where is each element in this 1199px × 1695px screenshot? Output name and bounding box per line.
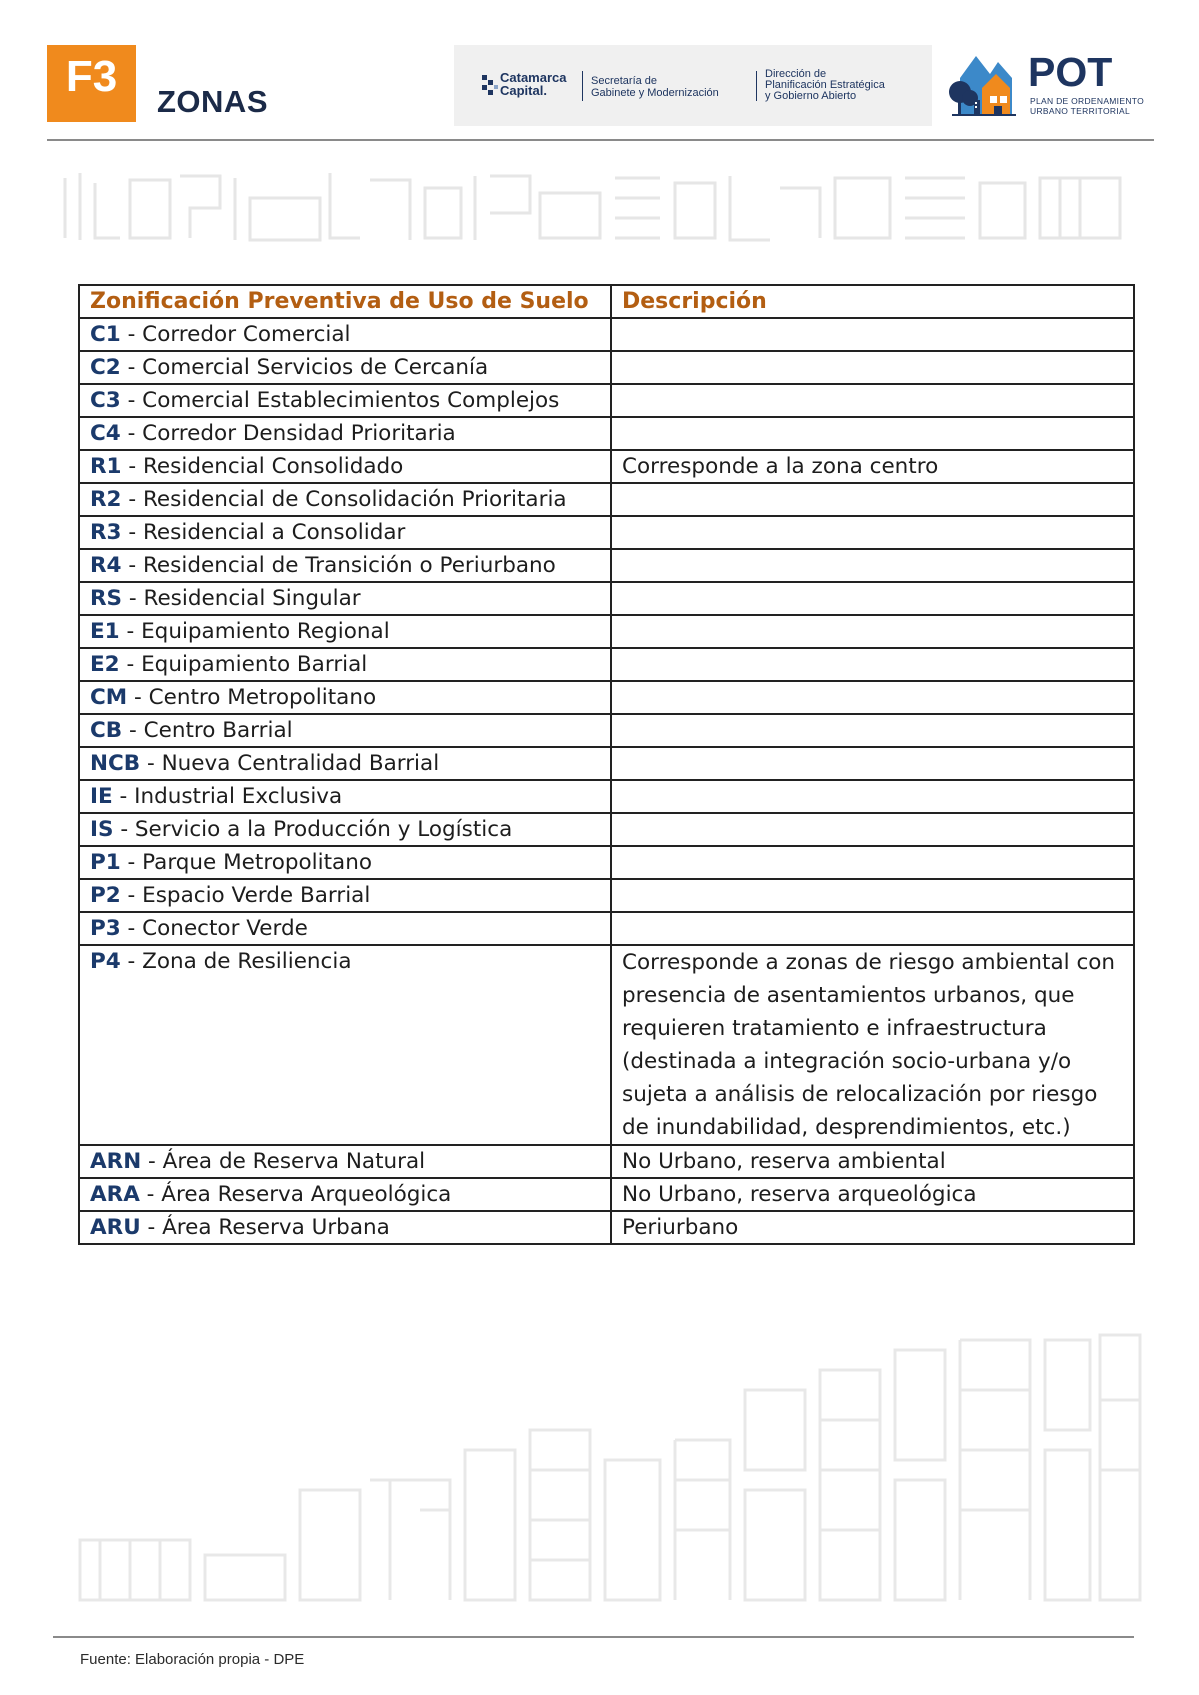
zone-cell <box>79 714 611 747</box>
zone-cell <box>79 450 611 483</box>
zone-code: P2 <box>90 883 121 908</box>
description-cell: No Urbano, reserva ambiental <box>611 1145 1134 1178</box>
table-row <box>79 483 1134 516</box>
zone-cell <box>79 945 611 1145</box>
description-cell <box>611 384 1134 417</box>
zone-cell <box>79 318 611 351</box>
zone-code: CM <box>90 685 128 710</box>
description-cell <box>611 318 1134 351</box>
zone-name: - Comercial Establecimientos Complejos <box>120 388 560 413</box>
zone-code: P1 <box>90 850 121 875</box>
table-row <box>79 648 1134 681</box>
table-row <box>79 879 1134 912</box>
table-row <box>79 450 1134 483</box>
zone-cell <box>79 582 611 615</box>
direccion-line-3: y Gobierno Abierto <box>765 90 857 102</box>
zone-name: - Zona de Resiliencia <box>120 949 352 974</box>
description-cell: Corresponde a zonas de riesgo ambiental con presencia de asentamientos urbanos, que requieren tratamiento e infraestructura (destinada a integración socio-urbana y/o sujeta a análisis de relocalización por riesgo de inundabilidad, desprendimientos, etc.) <box>611 945 1134 1145</box>
page-title: ZONAS <box>157 84 268 119</box>
table-row <box>79 549 1134 582</box>
zone-cell <box>79 384 611 417</box>
zone-code: ARA <box>90 1182 140 1207</box>
description-cell <box>611 351 1134 384</box>
description-cell <box>611 648 1134 681</box>
description-cell <box>611 516 1134 549</box>
zone-cell <box>79 1145 611 1178</box>
table-row <box>79 417 1134 450</box>
secretaria-line-2: Gabinete y Modernización <box>591 87 719 99</box>
direccion-line-1: Dirección de <box>765 68 827 80</box>
bottom-map-watermark <box>70 1330 1150 1610</box>
zone-name: - Residencial Singular <box>122 586 361 611</box>
description-cell <box>611 582 1134 615</box>
zone-name: - Corredor Densidad Prioritaria <box>120 421 456 446</box>
zone-name: - Espacio Verde Barrial <box>120 883 371 908</box>
description-cell <box>611 483 1134 516</box>
description-cell <box>611 747 1134 780</box>
description-cell <box>611 549 1134 582</box>
secretaria-label <box>591 75 719 99</box>
government-logo-banner <box>454 45 932 126</box>
zone-code: IE <box>90 784 113 809</box>
zone-code: NCB <box>90 751 141 776</box>
zone-name: - Nueva Centralidad Barrial <box>140 751 440 776</box>
zone-code: C4 <box>90 421 121 446</box>
zone-cell <box>79 912 611 945</box>
table-row <box>79 615 1134 648</box>
zone-code: C3 <box>90 388 121 413</box>
catamarca-capital-logo <box>500 71 567 97</box>
zone-cell <box>79 813 611 846</box>
pot-logo <box>946 48 1156 124</box>
zone-name: - Residencial a Consolidar <box>121 520 406 545</box>
zone-name: - Residencial de Consolidación Prioritaria <box>121 487 567 512</box>
table-row <box>79 351 1134 384</box>
pot-subtitle-line-2: URBANO TERRITORIAL <box>1030 106 1131 116</box>
zone-name: - Equipamiento Barrial <box>119 652 368 677</box>
zone-name: - Residencial de Transición o Periurbano <box>121 553 556 578</box>
zone-name: - Área de Reserva Natural <box>141 1149 426 1174</box>
zone-name: - Centro Barrial <box>122 718 293 743</box>
description-cell <box>611 813 1134 846</box>
direccion-label <box>765 69 885 102</box>
table-row <box>79 681 1134 714</box>
zone-code: E2 <box>90 652 120 677</box>
zone-name: - Comercial Servicios de Cercanía <box>120 355 489 380</box>
description-cell <box>611 879 1134 912</box>
zone-cell <box>79 417 611 450</box>
table-row <box>79 1145 1134 1178</box>
zone-cell <box>79 780 611 813</box>
zone-cell <box>79 549 611 582</box>
zone-cell <box>79 747 611 780</box>
zone-name: - Centro Metropolitano <box>127 685 377 710</box>
description-cell: No Urbano, reserva arqueológica <box>611 1178 1134 1211</box>
zone-code: C1 <box>90 322 121 347</box>
description-cell <box>611 681 1134 714</box>
zone-code: E1 <box>90 619 120 644</box>
zone-code: ARU <box>90 1215 141 1240</box>
zone-cell <box>79 681 611 714</box>
zone-name: - Servicio a la Producción y Logística <box>113 817 513 842</box>
zone-cell <box>79 648 611 681</box>
zone-name: - Corredor Comercial <box>120 322 351 347</box>
table-row <box>79 714 1134 747</box>
zone-cell <box>79 879 611 912</box>
direccion-line-2: Planificación Estratégica <box>765 79 885 91</box>
zone-code: CB <box>90 718 123 743</box>
zones-table <box>78 284 1135 1245</box>
description-cell <box>611 846 1134 879</box>
description-column-header: Descripción <box>611 285 1134 318</box>
zone-column-header: Zonificación Preventiva de Uso de Suelo <box>79 285 611 318</box>
table-row <box>79 1178 1134 1211</box>
zones-table-body <box>79 318 1134 1244</box>
zone-code: R4 <box>90 553 122 578</box>
pot-city-icon <box>946 48 1026 120</box>
secretaria-line-1: Secretaría de <box>591 75 658 87</box>
table-row <box>79 1211 1134 1244</box>
zone-name: - Parque Metropolitano <box>120 850 372 875</box>
table-row <box>79 384 1134 417</box>
zone-name: - Residencial Consolidado <box>121 454 404 479</box>
table-row <box>79 516 1134 549</box>
table-row <box>79 813 1134 846</box>
table-row <box>79 318 1134 351</box>
description-cell <box>611 615 1134 648</box>
zone-name: - Área Reserva Arqueológica <box>139 1182 452 1207</box>
description-cell: Periurbano <box>611 1211 1134 1244</box>
pot-title: POT <box>1028 49 1113 95</box>
table-row <box>79 912 1134 945</box>
table-row <box>79 846 1134 879</box>
zone-code: C2 <box>90 355 121 380</box>
logo-divider <box>582 71 583 101</box>
zone-code: R1 <box>90 454 122 479</box>
source-note: Fuente: Elaboración propia - DPE <box>80 1651 305 1668</box>
header-divider <box>47 139 1154 141</box>
zone-cell <box>79 615 611 648</box>
table-row <box>79 945 1134 1145</box>
table-header-row <box>79 285 1134 318</box>
zone-code: P3 <box>90 916 121 941</box>
zone-code: IS <box>90 817 114 842</box>
logo-divider <box>756 71 757 101</box>
zone-cell <box>79 516 611 549</box>
zone-cell <box>79 351 611 384</box>
zone-name: - Conector Verde <box>120 916 308 941</box>
table-row <box>79 747 1134 780</box>
zone-code: R2 <box>90 487 122 512</box>
zone-code: P4 <box>90 949 121 974</box>
zone-code: ARN <box>90 1149 142 1174</box>
zone-code: RS <box>90 586 123 611</box>
table-row <box>79 582 1134 615</box>
catamarca-logo-icon <box>480 73 500 97</box>
zone-name: - Equipamiento Regional <box>119 619 390 644</box>
zone-name: - Área Reserva Urbana <box>140 1215 390 1240</box>
table-row <box>79 780 1134 813</box>
pot-subtitle-line-1: PLAN DE ORDENAMIENTO <box>1030 96 1145 106</box>
description-cell: Corresponde a la zona centro <box>611 450 1134 483</box>
footer-divider <box>53 1636 1134 1638</box>
zone-cell <box>79 846 611 879</box>
description-cell <box>611 714 1134 747</box>
zone-cell <box>79 1211 611 1244</box>
pot-subtitle <box>1030 96 1144 116</box>
zone-cell <box>79 1178 611 1211</box>
zone-name: - Industrial Exclusiva <box>112 784 343 809</box>
brand-line-1: Catamarca <box>500 70 567 85</box>
description-cell <box>611 912 1134 945</box>
zone-code: R3 <box>90 520 122 545</box>
description-cell <box>611 417 1134 450</box>
zone-cell <box>79 483 611 516</box>
description-cell <box>611 780 1134 813</box>
brand-line-2: Capital. <box>500 83 547 98</box>
top-map-watermark <box>60 168 1130 248</box>
section-badge: F3 <box>47 45 136 122</box>
